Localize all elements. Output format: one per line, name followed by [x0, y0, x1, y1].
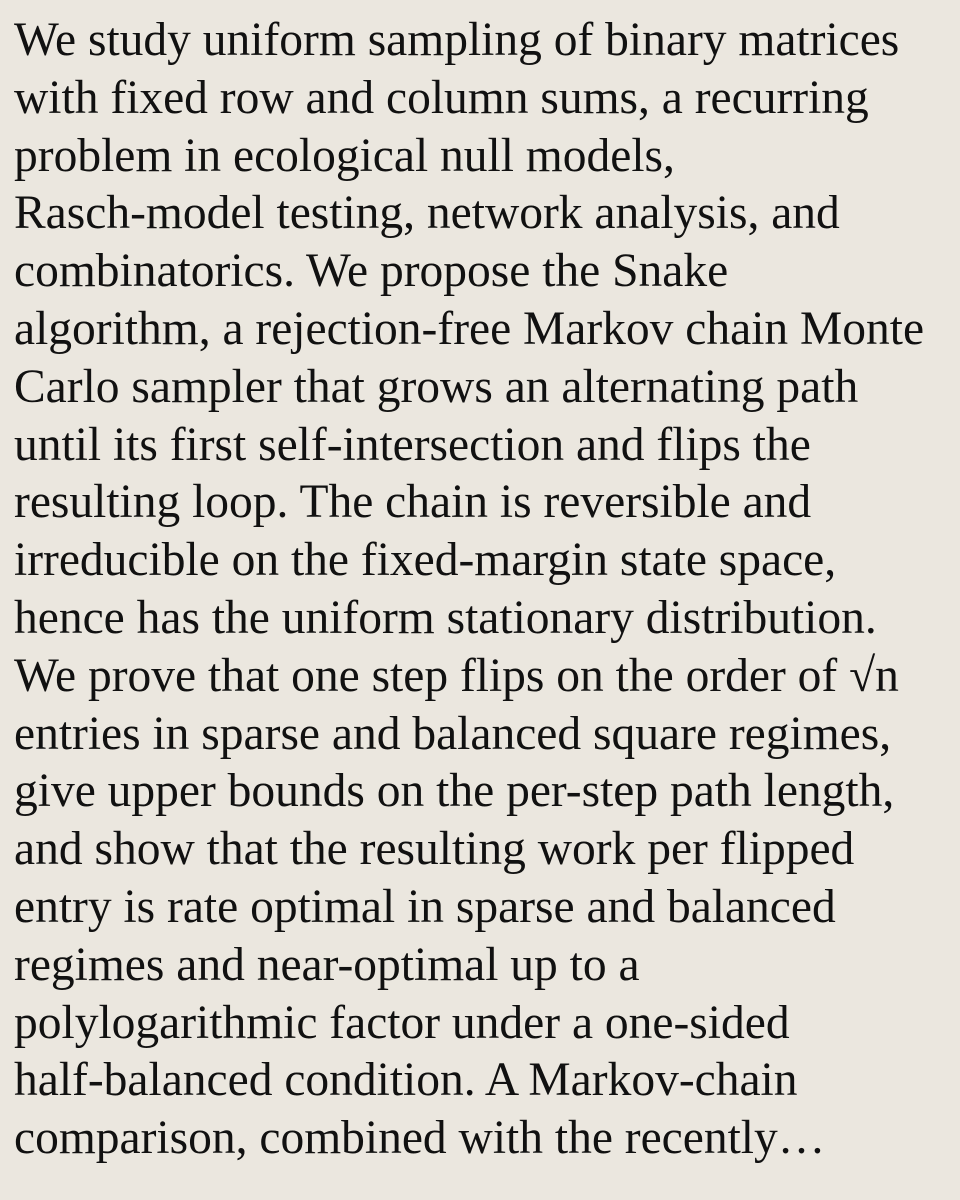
abstract-line: We prove that one step flips on the order of √n [14, 649, 899, 702]
abstract-line: problem in ecological null models, [14, 129, 675, 182]
abstract-line: give upper bounds on the per-step path length, [14, 765, 895, 818]
abstract-line: resulting loop. The chain is reversible and [14, 476, 812, 529]
abstract-line: We study uniform sampling of binary matrices [14, 14, 900, 66]
abstract-line: entries in sparse and balanced square regimes, [14, 707, 892, 760]
abstract-line: and show that the resulting work per flipped [14, 823, 855, 876]
abstract-line: polylogarithmic factor under a one-sided [14, 996, 790, 1049]
abstract-line: irreducible on the fixed-margin state space, [14, 534, 837, 587]
abstract-line: until its first self-intersection and flips the [14, 418, 811, 471]
abstract-line: entry is rate optimal in sparse and balanced [14, 880, 836, 933]
abstract-line: half-balanced condition. A Markov-chain [14, 1054, 798, 1107]
abstract-line: algorithm, a rejection-free Markov chain Monte [14, 302, 925, 355]
abstract-line: comparison, combined with the recently… [14, 1112, 826, 1165]
abstract-line: hence has the uniform stationary distribution. [14, 591, 877, 644]
abstract-line: regimes and near-optimal up to a [14, 938, 640, 991]
abstract-line: with fixed row and column sums, a recurring [14, 71, 869, 124]
abstract-line: combinatorics. We propose the Snake [14, 245, 729, 298]
abstract-line: Rasch-model testing, network analysis, and [14, 187, 840, 240]
abstract-line: Carlo sampler that grows an alternating path [14, 360, 859, 413]
